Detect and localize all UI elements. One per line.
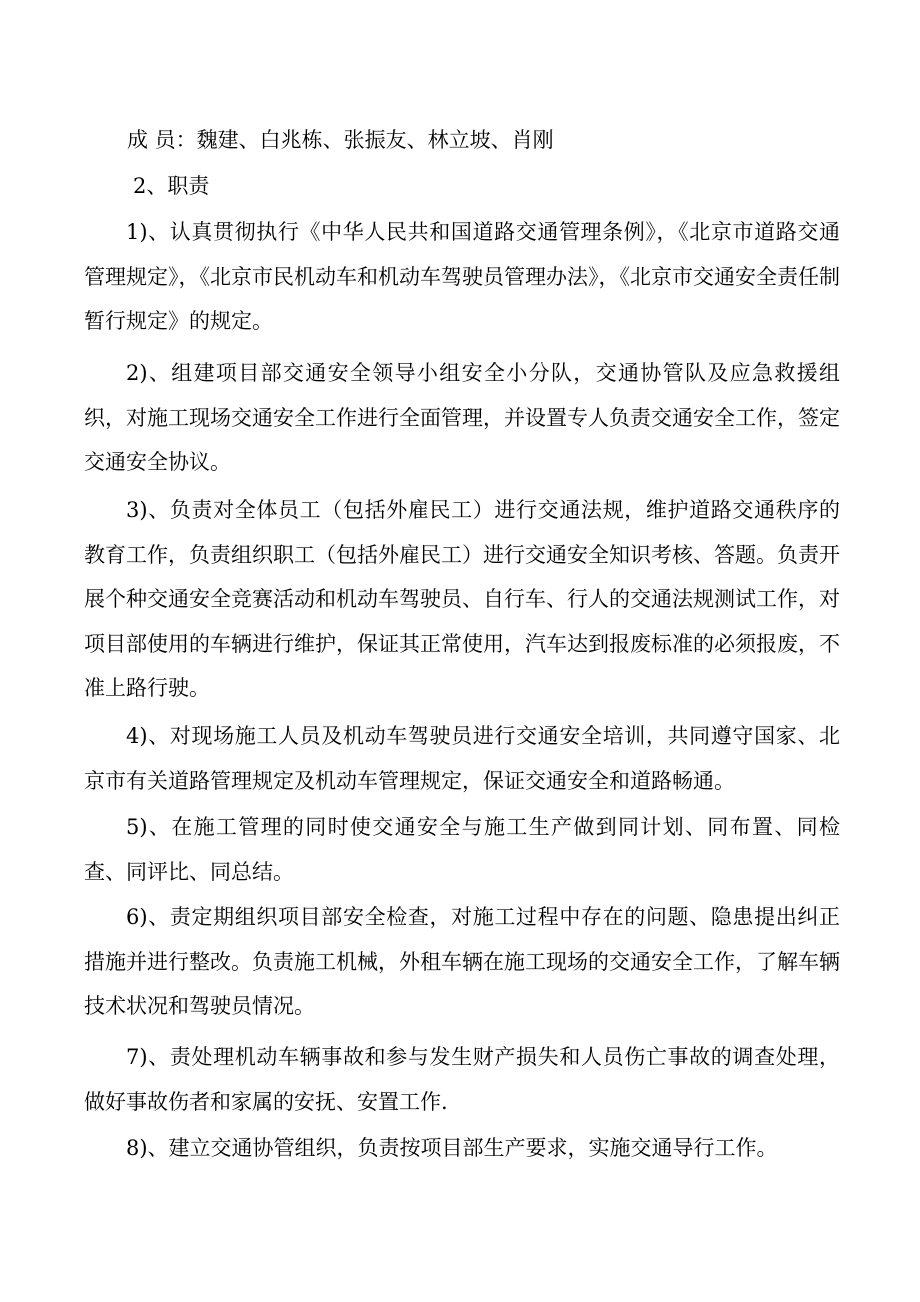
duty-paragraph-4: 4)、对现场施工人员及机动车驾驶员进行交通安全培训，共同遵守国家、北京市有关道路管理规定及机动车管理规定，保证交通安全和道路畅通。 [84, 724, 840, 793]
duty-paragraph-6: 6)、责定期组织项目部安全检查，对施工过程中存在的问题、隐患提出纠正措施并进行整改。负责施工机械，外租车辆在施工现场的交通安全工作，了解车辆技术状况和驾驶员情况。 [84, 905, 840, 1018]
duty-paragraph-1: 1)、认真贯彻执行《中华人民共和国道路交通管理条例》，《北京市道路交通管理规定》，《北京市民机动车和机动车驾驶员管理办法》，《北京市交通安全责任制暂行规定》的规定。 [84, 220, 840, 333]
section-heading: 2、职责 [133, 174, 210, 198]
duty-paragraph-7: 7)、责处理机动车辆事故和参与发生财产损失和人员伤亡事故的调查处理，做好事故伤者和家属的安抚、安置工作. [84, 1045, 840, 1114]
duty-paragraph-3: 3)、负责对全体员工（包括外雇民工）进行交通法规，维护道路交通秩序的教育工作，负责组织职工（包括外雇民工）进行交通安全知识考核、答题。负责开展个种交通安全竞赛活动和机动车驾驶员、自行车、行人的交通法规测试工作，对项目部使用的车辆进行维护，保证其正常使用，汽车达到报废标准的必须报废，不准上路行驶。 [84, 498, 840, 700]
duty-paragraph-2: 2)、组建项目部交通安全领导小组安全小分队，交通协管队及应急救援组织，对施工现场交通安全工作进行全面管理，并设置专人负责交通安全工作，签定交通安全协议。 [84, 361, 840, 474]
duty-paragraph-5: 5)、在施工管理的同时使交通安全与施工生产做到同计划、同布置、同检查、同评比、同总结。 [84, 815, 840, 884]
duty-paragraph-8: 8)、建立交通协管组织，负责按项目部生产要求，实施交通导行工作。 [126, 1136, 778, 1160]
members-line: 成 员：魏建、白兆栋、张振友、林立坡、肖刚 [127, 128, 554, 152]
